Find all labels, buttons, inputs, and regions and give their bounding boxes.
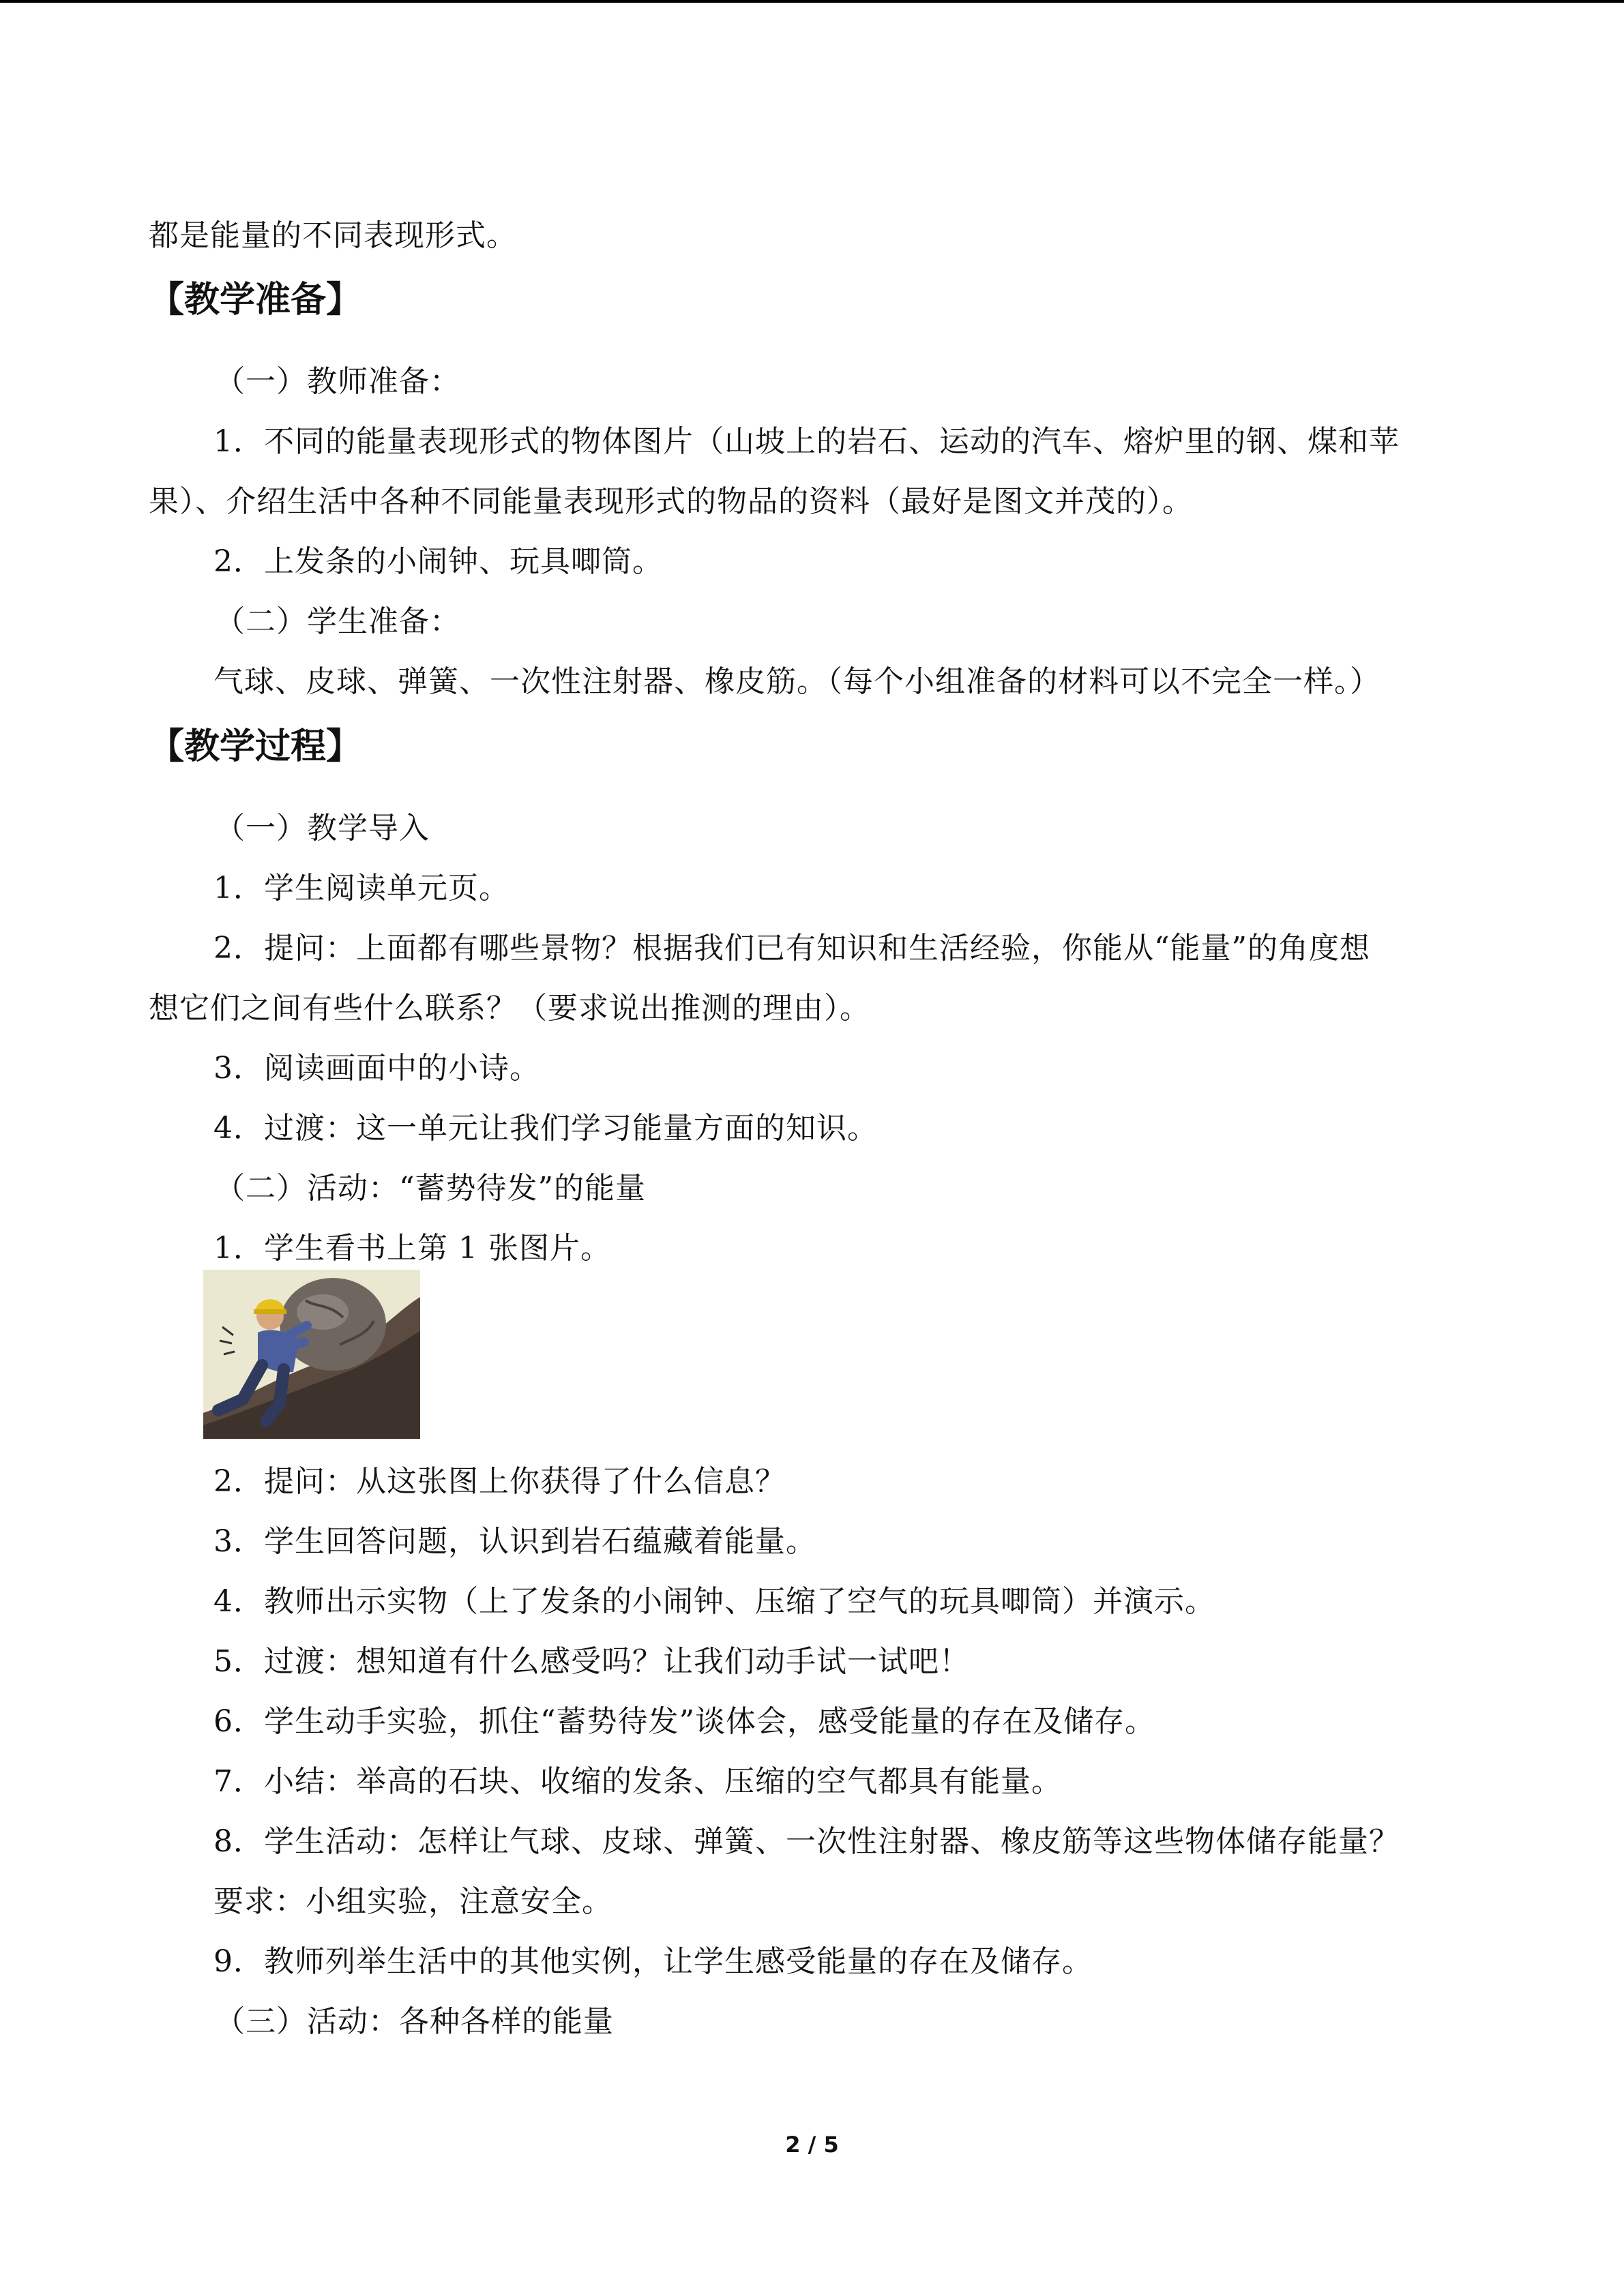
part-1-item: 2．提问：上面都有哪些景物？根据我们已有知识和生活经验，你能从“能量”的角度想 [213, 931, 1370, 966]
part-1-item: 4．过渡：这一单元让我们学习能量方面的知识。 [213, 1111, 878, 1146]
part-1-item: 1．学生阅读单元页。 [213, 871, 510, 906]
part-2-item: 8．学生活动：怎样让气球、皮球、弹簧、一次性注射器、橡皮筋等这些物体储存能量？ [213, 1824, 1400, 1859]
part-2-item: 7．小结：举高的石块、收缩的发条、压缩的空气都具有能量。 [213, 1764, 1062, 1799]
part-2-item: 3．学生回答问题，认识到岩石蕴藏着能量。 [213, 1524, 816, 1559]
part-2-item: 要求：小组实验，注意安全。 [213, 1884, 612, 1919]
section-heading-preparation: 【教学准备】 [149, 280, 362, 320]
part-2-item: 2．提问：从这张图上你获得了什么信息？ [213, 1464, 786, 1499]
worker-pushing-rock-illustration [203, 1270, 420, 1439]
teacher-prep-title: （一）教师准备： [215, 364, 460, 399]
part-2-title: （二）活动：“蓄势待发”的能量 [215, 1171, 646, 1206]
prep-item-1-line-2: 果）、介绍生活中各种不同能量表现形式的物品的资料（最好是图文并茂的）。 [149, 484, 1193, 519]
student-prep-title: （二）学生准备： [215, 604, 460, 639]
part-2-item: 4．教师出示实物（上了发条的小闹钟、压缩了空气的玩具唧筒）并演示。 [213, 1584, 1215, 1619]
section-heading-process: 【教学过程】 [149, 726, 362, 767]
prep-item-1-line-1: 1．不同的能量表现形式的物体图片（山坡上的岩石、运动的汽车、熔炉里的钢、煤和苹 [213, 424, 1400, 459]
page-top-border [0, 0, 1624, 3]
part-2-item: 9．教师列举生活中的其他实例，让学生感受能量的存在及储存。 [213, 1944, 1093, 1979]
prep-item-2: 2．上发条的小闹钟、玩具唧筒。 [213, 544, 663, 579]
student-prep-items: 气球、皮球、弹簧、一次性注射器、橡皮筋。（每个小组准备的材料可以不完全一样。） [213, 664, 1381, 699]
intro-tail: 都是能量的不同表现形式。 [149, 218, 517, 253]
part-1-title: （一）教学导入 [215, 811, 430, 846]
part-1-item: 3．阅读画面中的小诗。 [213, 1051, 540, 1086]
part-2-item: 1．学生看书上第 1 张图片。 [213, 1231, 611, 1266]
page-number: 2 / 5 [785, 2132, 839, 2158]
part-1-item: 想它们之间有些什么联系？（要求说出推测的理由）。 [149, 991, 870, 1026]
part-3-title: （三）活动：各种各样的能量 [215, 2004, 614, 2039]
part-2-item: 6．学生动手实验，抓住“蓄势待发”谈体会，感受能量的存在及储存。 [213, 1704, 1155, 1739]
part-2-item: 5．过渡：想知道有什么感受吗？让我们动手试一试吧！ [213, 1644, 970, 1679]
